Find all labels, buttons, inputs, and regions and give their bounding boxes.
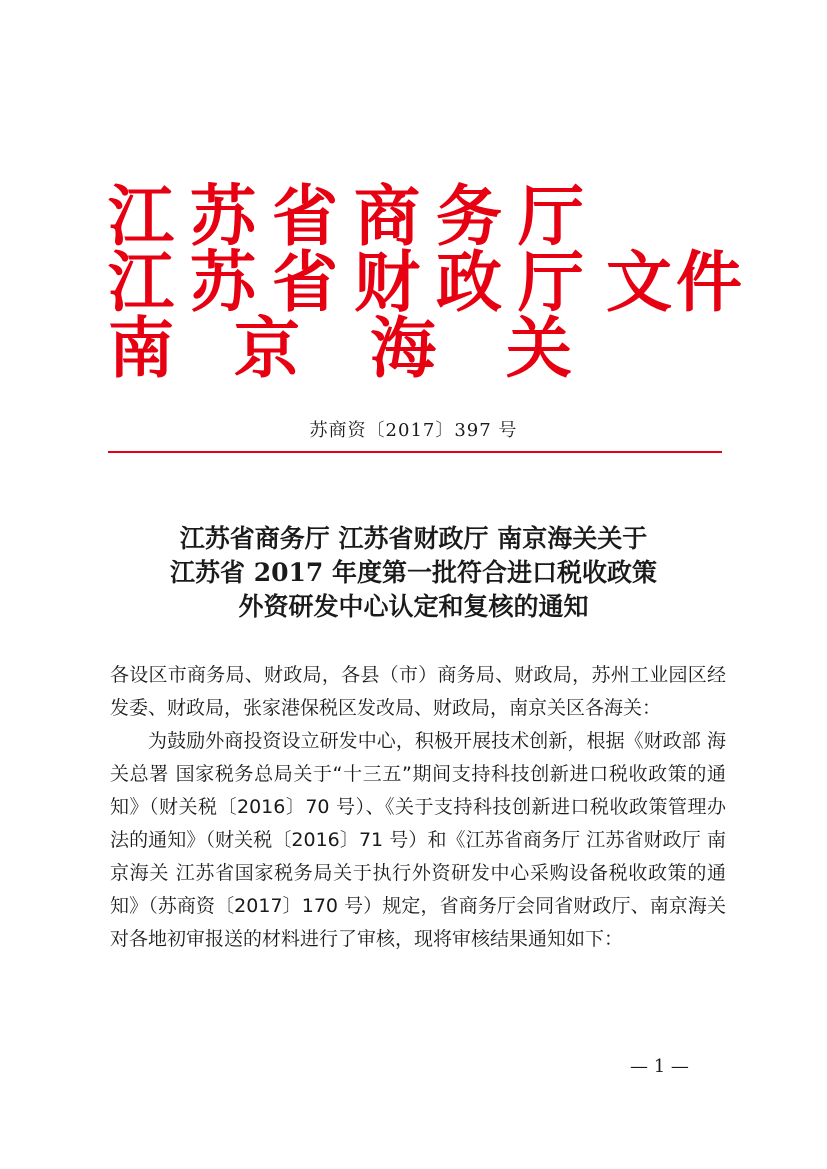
header-char: 京 [234,310,300,387]
header-char: 商 [354,178,420,255]
salutation: 各设区市商务局、财政局，各县（市）商务局、财政局，苏州工业园区经发委、财政局，张家港保税区发改局、财政局，南京关区各海关： [110,664,726,719]
header-char: 厅 [518,244,584,321]
document-title [0,522,827,624]
title-line-3: 外资研发中心认定和复核的通知 [238,592,589,621]
title-line-1: 江苏省商务厅 江苏省财政厅 南京海关关于 [179,524,648,553]
header-char: 苏 [190,244,256,321]
title-line-2: 江苏省 2017 年度第一批符合进口税收政策 [170,558,657,587]
header-char: 务 [436,178,502,255]
header-char: 政 [436,244,502,321]
header-line-finance [108,244,748,321]
page-number: — 1 — [630,1056,689,1077]
header-char: 财 [354,244,420,321]
issuing-authorities-header [108,178,748,387]
header-char: 省 [272,244,338,321]
header-char: 南 [108,310,174,387]
header-char: 江 [108,244,174,321]
header-document-suffix: 文件 [606,244,746,321]
header-char: 关 [506,310,572,387]
red-separator-line [108,451,722,453]
document-body [110,659,726,956]
header-line-customs [108,310,748,387]
header-char: 海 [370,310,436,387]
document-number: 苏商资〔2017〕397 号 [309,420,518,441]
header-char: 苏 [190,178,256,255]
body-paragraph: 为鼓励外商投资设立研发中心，积极开展技术创新，根据《财政部 海关总署 国家税务总局关于“十三五”期间支持科技创新进口税收政策的通知》（财关税〔2016〕70 号）、《关于支持科技创新进口税收政策管理办法的通知》（财关税〔2016〕71 号）和《江苏省商务厅 江苏省财政厅 南京海关 江苏省国家税务局关于执行外资研发中心采购设备税收政策的通知》（苏商资〔2017〕170 号）规定，省商务厅会同省财政厅、南京海关对各地初审报送的材料进行了审核，现将审核结果通知如下： [110,730,726,950]
header-char: 江 [108,178,174,255]
header-char: 厅 [518,178,584,255]
header-char: 省 [272,178,338,255]
header-line-commerce [108,178,748,255]
